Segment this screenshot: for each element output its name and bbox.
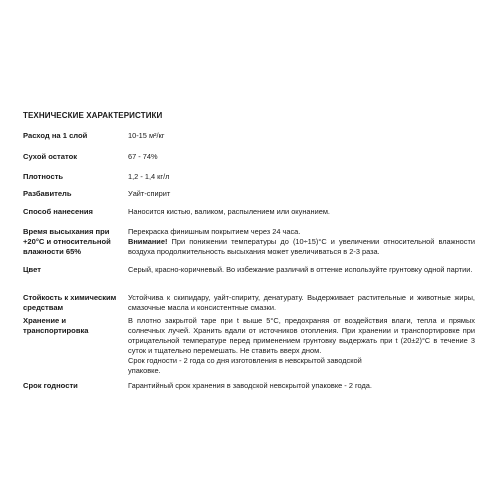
color-label: Цвет [23, 265, 41, 274]
shelf-life-label: Срок годности [23, 381, 78, 390]
storage-label-line: Хранение и [23, 316, 66, 325]
density-label: Плотность [23, 172, 64, 181]
storage-label-line: транспортировка [23, 326, 89, 335]
thinner-label: Разбавитель [23, 189, 72, 198]
drying-label [23, 227, 121, 257]
resistance-label [23, 293, 121, 313]
thinner-value: Уайт-спирит [128, 189, 171, 198]
drying-note [128, 237, 475, 257]
storage-label [23, 316, 121, 336]
resistance-value: Устойчива к скипидару, уайт-спириту, денатурату. Выдерживает растительные и животные жиры, смазочные масла и консистентные смазки. [128, 293, 475, 312]
storage-value [128, 316, 475, 376]
shelf-life-value: Гарантийный срок хранения в заводской невскрытой упаковке - 2 года. [128, 381, 372, 390]
resistance-label-line: средствам [23, 303, 64, 312]
dry-residue-value: 67 - 74% [128, 152, 158, 161]
section-title: ТЕХНИЧЕСКИЕ ХАРАКТЕРИСТИКИ [23, 111, 163, 120]
consumption-value: 10-15 м²/кг [128, 131, 165, 140]
drying-recoat-text: Перекраска финишным покрытием через 24 часа. [128, 227, 301, 236]
drying-note-text: При понижении температуры до (10÷15)°С и увеличении относительной влажности воздуха продолжительность высыхания может увеличиваться в 2-3 раза. [128, 237, 475, 256]
drying-value [128, 227, 475, 257]
resistance-label-line: Стойкость к химическим [23, 293, 117, 302]
application-value: Наносится кистью, валиком, распылением или окунанием. [128, 207, 330, 216]
drying-label-line: +20°С и относительной [23, 237, 111, 246]
consumption-label: Расход на 1 слой [23, 131, 88, 140]
density-value: 1,2 - 1,4 кг/л [128, 172, 170, 181]
drying-note-warning: Внимание! [128, 237, 168, 246]
dry-residue-label: Сухой остаток [23, 152, 78, 161]
storage-text: В плотно закрытой таре при t выше 5°С, предохраняя от воздействия влаги, тепла и прямых солнечных лучей. Хранить вдали от источников отопления. При хранении и транспортировке при отрицательной температуре перед применением грунтовку выдержать при t (20±2)°С в течение 3 суток и тщательно перемешать. Не ставить вверх дном. [128, 316, 475, 355]
drying-label-line: Время высыхания при [23, 227, 110, 236]
storage-shelf-line: упаковке. [128, 366, 161, 375]
color-value: Серый, красно-коричневый. Во избежание различий в оттенке используйте грунтовку одной партии. [128, 265, 473, 274]
application-label: Способ нанесения [23, 207, 93, 216]
storage-shelf-line: Срок годности - 2 года со дня изготовления в невскрытой заводской [128, 356, 362, 365]
drying-label-line: влажности 65% [23, 247, 82, 256]
